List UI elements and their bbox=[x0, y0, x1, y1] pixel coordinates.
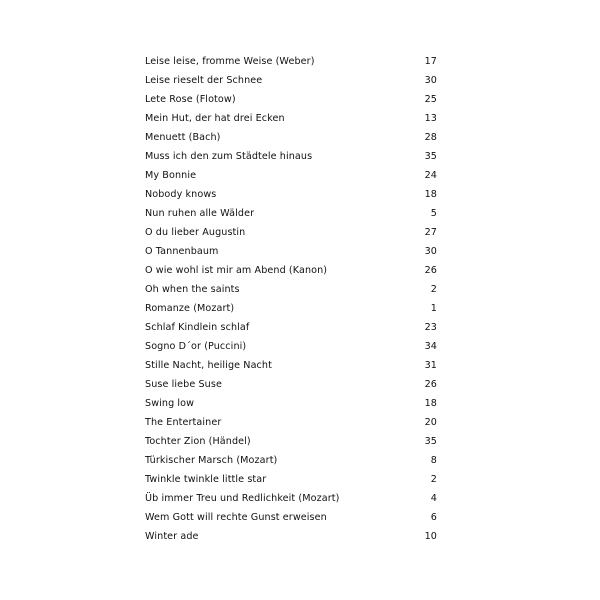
toc-entry bbox=[145, 432, 437, 451]
toc-entry-title: Nobody knows bbox=[145, 189, 217, 200]
toc-entry-title: O wie wohl ist mir am Abend (Kanon) bbox=[145, 265, 328, 276]
toc-entry-title: Sogno D´or (Puccini) bbox=[145, 341, 247, 352]
toc-entry bbox=[145, 527, 437, 546]
toc-entry bbox=[145, 451, 437, 470]
toc-entry-title: Leise leise, fromme Weise (Weber) bbox=[145, 56, 315, 67]
toc-entry-page: 35 bbox=[424, 436, 437, 447]
toc-entry-page: 18 bbox=[424, 189, 437, 200]
toc-entry-page: 28 bbox=[424, 132, 437, 143]
toc-entry bbox=[145, 261, 437, 280]
toc-entry bbox=[145, 147, 437, 166]
toc-entry bbox=[145, 375, 437, 394]
toc-entry-title: Lete Rose (Flotow) bbox=[145, 94, 236, 105]
toc-entry-page: 6 bbox=[430, 512, 437, 523]
toc-entry-title: O du lieber Augustin bbox=[145, 227, 246, 238]
table-of-contents bbox=[145, 52, 437, 546]
toc-entry bbox=[145, 242, 437, 261]
toc-entry-title: Twinkle twinkle little star bbox=[145, 474, 267, 485]
toc-entry-page: 4 bbox=[430, 493, 437, 504]
toc-entry-page: 5 bbox=[430, 208, 437, 219]
toc-entry-page: 25 bbox=[424, 94, 437, 105]
toc-entry-title: Wem Gott will rechte Gunst erweisen bbox=[145, 512, 327, 523]
toc-entry bbox=[145, 90, 437, 109]
toc-entry-page: 13 bbox=[424, 113, 437, 124]
toc-entry-page: 8 bbox=[430, 455, 437, 466]
toc-entry bbox=[145, 394, 437, 413]
toc-entry-page: 24 bbox=[424, 170, 437, 181]
toc-entry-title: O Tannenbaum bbox=[145, 246, 219, 257]
toc-entry-page: 2 bbox=[430, 284, 437, 295]
toc-entry-title: Muss ich den zum Städtele hinaus bbox=[145, 151, 313, 162]
toc-entry bbox=[145, 128, 437, 147]
toc-entry-title: Winter ade bbox=[145, 531, 199, 542]
toc-entry-page: 30 bbox=[424, 246, 437, 257]
toc-entry-title: Üb immer Treu und Redlichkeit (Mozart) bbox=[145, 493, 340, 504]
toc-entry bbox=[145, 356, 437, 375]
toc-entry-title: Oh when the saints bbox=[145, 284, 240, 295]
toc-entry-page: 18 bbox=[424, 398, 437, 409]
toc-entry-page: 2 bbox=[430, 474, 437, 485]
toc-entry-title: Suse liebe Suse bbox=[145, 379, 222, 390]
toc-entry-page: 10 bbox=[424, 531, 437, 542]
toc-entry-title: The Entertainer bbox=[145, 417, 222, 428]
toc-entry-title: Swing low bbox=[145, 398, 195, 409]
toc-entry-title: My Bonnie bbox=[145, 170, 197, 181]
toc-entry-page: 17 bbox=[424, 56, 437, 67]
toc-entry bbox=[145, 280, 437, 299]
toc-entry bbox=[145, 71, 437, 90]
toc-entry bbox=[145, 185, 437, 204]
toc-entry-title: Menuett (Bach) bbox=[145, 132, 221, 143]
toc-entry-page: 20 bbox=[424, 417, 437, 428]
toc-entry-page: 23 bbox=[424, 322, 437, 333]
toc-entry-page: 30 bbox=[424, 75, 437, 86]
toc-entry-title: Mein Hut, der hat drei Ecken bbox=[145, 113, 285, 124]
toc-entry-page: 26 bbox=[424, 379, 437, 390]
toc-entry bbox=[145, 413, 437, 432]
toc-entry bbox=[145, 109, 437, 128]
toc-entry-title: Romanze (Mozart) bbox=[145, 303, 235, 314]
toc-entry-page: 35 bbox=[424, 151, 437, 162]
toc-entry-page: 31 bbox=[424, 360, 437, 371]
toc-entry bbox=[145, 223, 437, 242]
toc-entry-page: 34 bbox=[424, 341, 437, 352]
toc-entry bbox=[145, 508, 437, 527]
toc-entry bbox=[145, 489, 437, 508]
toc-entry bbox=[145, 299, 437, 318]
toc-entry-title: Türkischer Marsch (Mozart) bbox=[145, 455, 278, 466]
toc-entry-title: Leise rieselt der Schnee bbox=[145, 75, 263, 86]
toc-entry-page: 26 bbox=[424, 265, 437, 276]
toc-entry bbox=[145, 337, 437, 356]
toc-entry-title: Nun ruhen alle Wälder bbox=[145, 208, 255, 219]
toc-entry-page: 1 bbox=[430, 303, 437, 314]
toc-entry-page: 27 bbox=[424, 227, 437, 238]
toc-entry-title: Tochter Zion (Händel) bbox=[145, 436, 251, 447]
toc-entry bbox=[145, 204, 437, 223]
toc-entry bbox=[145, 470, 437, 489]
toc-entry bbox=[145, 52, 437, 71]
toc-entry-title: Schlaf Kindlein schlaf bbox=[145, 322, 250, 333]
toc-entry-title: Stille Nacht, heilige Nacht bbox=[145, 360, 272, 371]
toc-entry bbox=[145, 166, 437, 185]
toc-entry bbox=[145, 318, 437, 337]
